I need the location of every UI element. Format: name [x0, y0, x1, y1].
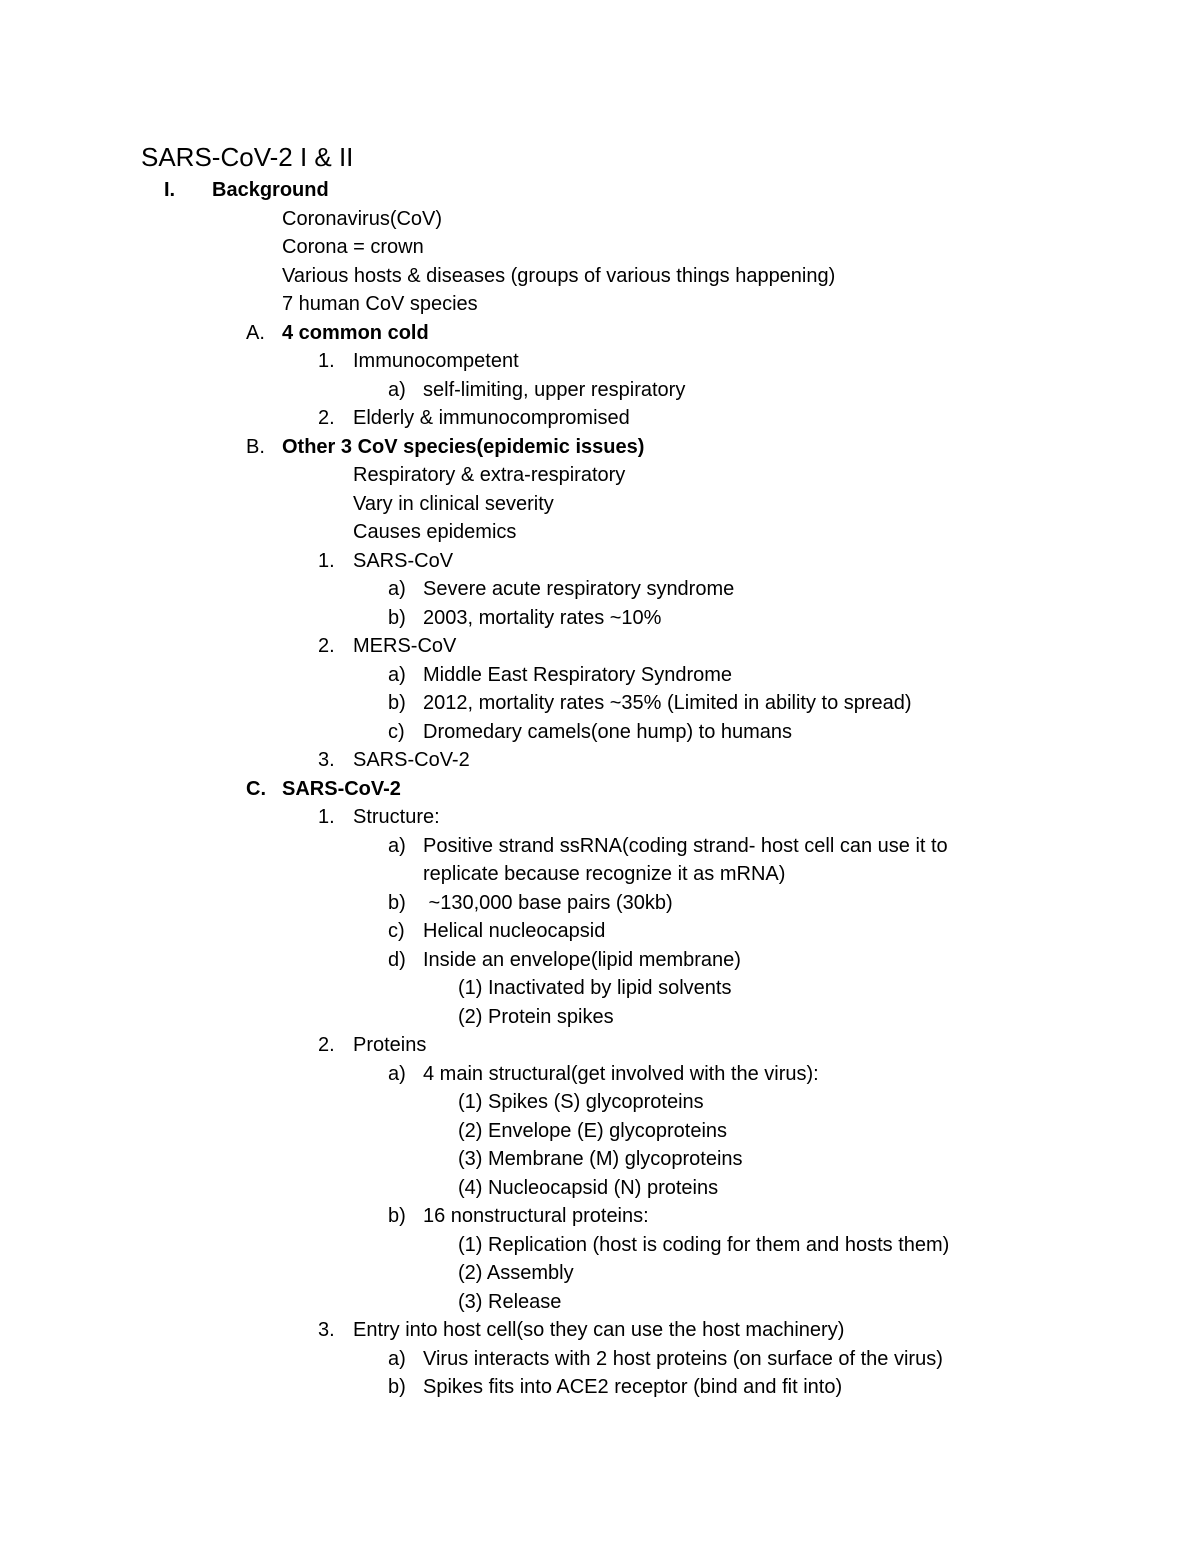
outline-marker: B. — [246, 435, 265, 458]
outline-text: replicate because recognize it as mRNA) — [423, 863, 786, 885]
outline-marker: a) — [388, 663, 406, 686]
outline-text: Inside an envelope(lipid membrane) — [423, 948, 741, 971]
outline-marker: b) — [388, 606, 406, 629]
outline-marker: d) — [388, 948, 406, 971]
outline-text: (2) Protein spikes — [458, 1005, 614, 1028]
outline-text: Coronavirus(CoV) — [282, 207, 443, 230]
outline-marker: 1. — [318, 806, 335, 828]
outline-text: ~130,000 base pairs (30kb) — [423, 891, 673, 914]
outline-marker: a) — [388, 378, 406, 401]
outline-text: Virus interacts with 2 host proteins (on surface of the virus) — [423, 1347, 943, 1370]
outline-text: Middle East Respiratory Syndrome — [423, 663, 733, 686]
outline-text: 4 main structural(get involved with the virus): — [423, 1062, 819, 1085]
outline-marker: 3. — [318, 749, 335, 771]
outline-text: SARS-CoV-2 — [353, 749, 470, 771]
outline-text: Respiratory & extra-respiratory — [353, 464, 626, 486]
outline-text: 7 human CoV species — [282, 293, 478, 315]
outline-marker: 2. — [318, 407, 335, 429]
outline-marker: b) — [388, 891, 406, 914]
outline-text: Entry into host cell(so they can use the host machinery) — [353, 1319, 845, 1341]
outline-text: 4 common cold — [282, 321, 429, 344]
outline-text: Helical nucleocapsid — [423, 920, 606, 942]
outline-marker: A. — [246, 321, 265, 344]
outline-text: Various hosts & diseases (groups of various things happening) — [282, 264, 836, 287]
page-title: SARS-CoV-2 I & II — [141, 142, 354, 172]
outline-text: (3) Release — [458, 1290, 562, 1313]
outline-text: Elderly & immunocompromised — [353, 407, 630, 429]
outline-marker: 2. — [318, 1034, 335, 1056]
outline-text: self-limiting, upper respiratory — [423, 378, 686, 401]
outline-marker: a) — [388, 834, 406, 857]
outline-marker: 3. — [318, 1319, 335, 1341]
outline-marker: C. — [246, 777, 266, 800]
outline-marker: a) — [388, 578, 406, 600]
outline-marker: b) — [388, 692, 406, 714]
outline-text: (2) Envelope (E) glycoproteins — [458, 1119, 728, 1142]
outline-text: (3) Membrane (M) glycoproteins — [458, 1148, 743, 1170]
outline-marker: 1. — [318, 549, 335, 572]
outline-marker: 1. — [318, 350, 335, 372]
outline-text: Corona = crown — [282, 236, 424, 258]
outline-marker: c) — [388, 920, 405, 942]
outline-text: Background — [212, 179, 329, 201]
outline-marker: c) — [388, 720, 405, 743]
outline-marker: b) — [388, 1205, 406, 1227]
outline-text: Dromedary camels(one hump) to humans — [423, 720, 793, 743]
outline-text: (2) Assembly — [458, 1262, 574, 1284]
outline-text: Spikes fits into ACE2 receptor (bind and fit into) — [423, 1376, 843, 1398]
outline-text: (1) Replication (host is coding for them and hosts them) — [458, 1233, 950, 1256]
outline-text: Vary in clinical severity — [353, 492, 554, 515]
outline-text: SARS-CoV — [353, 549, 454, 572]
outline-text: 2003, mortality rates ~10% — [423, 606, 662, 629]
outline-text: SARS-CoV-2 — [282, 777, 401, 800]
outline-marker: a) — [388, 1062, 406, 1085]
outline-text: Severe acute respiratory syndrome — [423, 578, 735, 600]
outline-text: (1) Spikes (S) glycoproteins — [458, 1091, 704, 1113]
outline-marker: a) — [388, 1347, 406, 1370]
outline-marker: b) — [388, 1376, 406, 1398]
outline-text: 16 nonstructural proteins: — [423, 1205, 649, 1227]
outline-text: Causes epidemics — [353, 521, 517, 543]
outline-marker: I. — [164, 179, 176, 201]
outline-text: MERS-CoV — [353, 635, 457, 657]
outline-text: 2012, mortality rates ~35% (Limited in ability to spread) — [423, 692, 912, 714]
outline-text: Structure: — [353, 806, 440, 828]
outline-text: Proteins — [353, 1034, 427, 1056]
outline-text: (4) Nucleocapsid (N) proteins — [458, 1176, 719, 1199]
outline-text: Other 3 CoV species(epidemic issues) — [282, 435, 645, 458]
outline-text: (1) Inactivated by lipid solvents — [458, 977, 732, 999]
outline-text: Immunocompetent — [353, 350, 519, 372]
outline-text: Positive strand ssRNA(coding strand- host cell can use it to — [423, 834, 948, 857]
outline-marker: 2. — [318, 635, 335, 657]
